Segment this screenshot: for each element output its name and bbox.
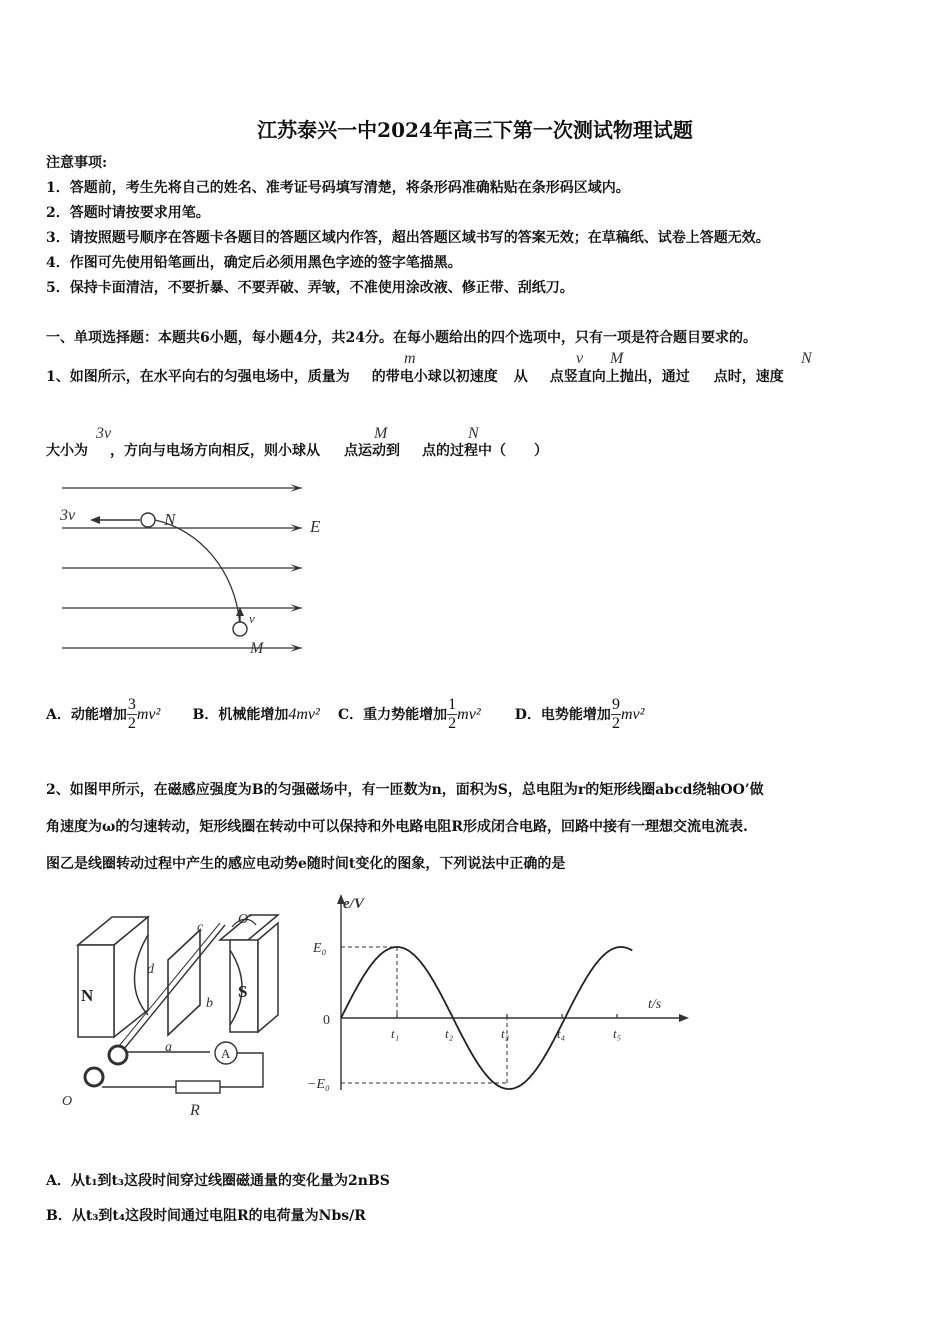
t4-label: t₄ — [557, 1026, 566, 1041]
q2-line-2: 角速度为ω的匀速转动，矩形线圈在转动中可以保持和外电路电阻R形成闭合电路，回路中接有一理想交流电流表. — [46, 819, 748, 835]
option-d-den: 2 — [611, 715, 620, 732]
q1-line-2 — [46, 440, 548, 460]
label-b: b — [206, 996, 213, 1011]
page-title: 江苏泰兴一中2024年高三下第一次测试物理试题 — [257, 118, 693, 142]
q1-symbol-N: N — [801, 350, 812, 367]
option-a-fraction — [127, 696, 137, 733]
option-b-tail: 4mv² — [288, 706, 320, 723]
notice-heading: 注意事项: — [46, 155, 108, 171]
q1-symbol-3v: 3v — [96, 425, 112, 442]
ball-at-N — [141, 513, 155, 527]
trajectory-curve — [155, 520, 240, 625]
x-axis-label: t/s — [648, 997, 662, 1012]
label-v: v — [249, 611, 255, 626]
option-c-den: 2 — [448, 715, 457, 732]
notice-item-2: 2．答题时请按要求用笔。 — [46, 205, 210, 221]
label-M: M — [250, 640, 264, 657]
q1-text-2: 的带电小球以初速度 — [371, 369, 498, 385]
q1-text-5: 点时，速度 — [713, 369, 784, 385]
resistor-r — [176, 1081, 220, 1093]
option-a-den: 2 — [127, 715, 136, 732]
option-c-label[interactable]: C．重力势能增加 — [338, 707, 448, 723]
q1-symbol-N-2: N — [468, 425, 479, 442]
option-c-fraction — [447, 696, 457, 733]
t1-label: t₁ — [391, 1026, 400, 1041]
label-c: c — [197, 920, 204, 935]
q1-text-4: 点竖直向上抛出，通过 — [549, 369, 690, 385]
neg-e0-label: −E₀ — [307, 1077, 330, 1092]
q2-generator-diagram — [50, 905, 285, 1125]
label-o-bottom: O — [62, 1094, 73, 1109]
label-3v: 3v — [60, 507, 76, 524]
coil-loop — [168, 930, 200, 1035]
q1-text-3: 从 — [513, 369, 528, 385]
label-n-pole: N — [81, 986, 94, 1005]
notice-item-4: 4．作图可先使用铅笔画出，确定后必须用黑色字迹的签字笔描黑。 — [46, 255, 462, 271]
option-d-fraction — [611, 696, 621, 733]
q1-text-7: ，方向与电场方向相反，则小球从 — [110, 443, 320, 459]
slip-ring-2 — [85, 1068, 103, 1086]
option-c-num: 1 — [448, 696, 457, 713]
option-a-tail: mv² — [136, 706, 161, 723]
notice-item-3: 3．请按照题号顺序在答题卡各题目的答题区域内作答，超出答题区域书写的答案无效；在草稿纸、试卷上答题无效。 — [46, 230, 770, 246]
t2-label: t₂ — [445, 1026, 454, 1041]
option-b-label[interactable]: B．机械能增加 — [192, 707, 289, 723]
notice-item-1: 1．答题前，考生先将自己的姓名、准考证号码填写清楚，将条形码准确粘贴在条形码区域内。 — [46, 180, 630, 196]
label-s-pole: S — [238, 982, 248, 1001]
y-axis-label: e/V — [343, 896, 364, 912]
q1-symbol-M-2: M — [374, 425, 388, 442]
q1-field-diagram — [50, 475, 340, 665]
label-a: a — [165, 1040, 172, 1055]
q2-option-b[interactable]: B．从t₃到t₄这段时间通过电阻R的电荷量为Nbs/R — [46, 1208, 366, 1224]
option-d-tail: mv² — [620, 706, 645, 723]
magnet-s-side — [258, 923, 278, 1032]
q2-line-3: 图乙是线圈转动过程中产生的感应电动势e随时间t变化的图象，下列说法中正确的是 — [46, 856, 566, 872]
e0-label: E₀ — [313, 941, 327, 956]
label-o-top: O' — [238, 912, 252, 927]
option-d-label[interactable]: D．电势能增加 — [514, 707, 611, 723]
label-E: E — [310, 517, 321, 536]
notice-item-5: 5．保持卡面清洁，不要折暴、不要弄破、弄皱，不准使用涂改液、修正带、刮纸刀。 — [46, 280, 574, 296]
origin-label: 0 — [323, 1013, 330, 1028]
ball-at-M — [233, 622, 247, 636]
q1-text-6: 大小为 — [46, 443, 88, 459]
q1-symbol-v: v — [576, 350, 584, 367]
q1-line-1 — [46, 366, 784, 386]
label-r: R — [190, 1102, 200, 1119]
label-d: d — [147, 962, 154, 977]
option-c-tail: mv² — [457, 706, 481, 723]
label-ammeter-a: A — [221, 1046, 231, 1061]
q1-symbol-M: M — [610, 350, 624, 367]
q1-text-9: 点的过程中（ ） — [422, 443, 548, 459]
q1-symbol-m: m — [404, 350, 416, 367]
t3-label: t₃ — [501, 1026, 510, 1041]
t5-label: t₅ — [613, 1026, 622, 1041]
q1-text-1: 1、如图所示，在水平向右的匀强电场中，质量为 — [46, 369, 350, 385]
q1-options-row — [46, 696, 644, 733]
section1-heading: 一、单项选择题：本题共6小题，每小题4分，共24分。在每小题给出的四个选项中，只有一项是符合题目要求的。 — [46, 330, 757, 346]
option-a-label[interactable]: A．动能增加 — [46, 707, 127, 723]
label-N: N — [164, 510, 176, 529]
q2-option-a[interactable]: A．从t₁到t₃这段时间穿过线圈磁通量的变化量为2nBS — [46, 1173, 390, 1189]
q2-emf-graph — [305, 890, 695, 1100]
q2-line-1: 2、如图甲所示，在磁感应强度为B的匀强磁场中，有一匝数为n，面积为S，总电阻为r的矩形线圈abcd绕轴OO’做 — [46, 782, 764, 798]
option-d-num: 9 — [611, 696, 620, 713]
option-a-num: 3 — [127, 696, 136, 713]
q1-text-8: 点运动到 — [344, 443, 400, 459]
slip-ring-1 — [109, 1046, 127, 1064]
